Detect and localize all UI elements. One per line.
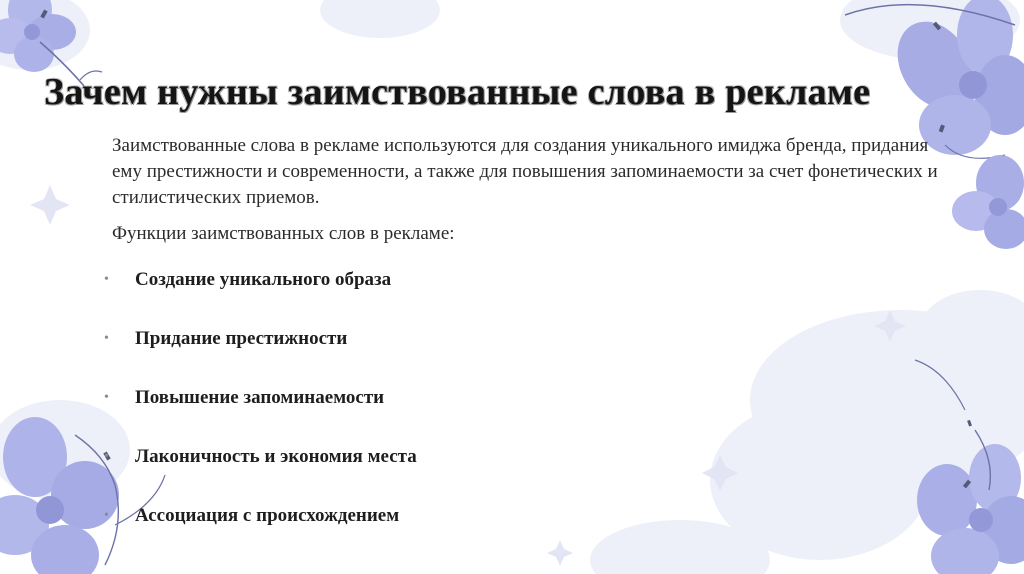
list-item-text: Лаконичность и экономия места bbox=[135, 446, 417, 467]
list-item-text: Ассоциация с происхождением bbox=[135, 505, 400, 526]
flower-right-middle bbox=[952, 155, 1024, 249]
list-item-text: Придание престижности bbox=[135, 328, 348, 349]
bullet-dot-icon: • bbox=[104, 390, 109, 405]
intro-paragraph: Заимствованные слова в рекламе используются для создания уникального имиджа бренда, придания ему престижности и современности, а также для повышения запоминаемости за счет фонетических и стилистических приемов. bbox=[112, 135, 938, 208]
bullet-dot-icon: • bbox=[104, 449, 109, 464]
slide-title: Зачем нужны заимствованные слова в рекламе bbox=[44, 71, 871, 113]
bullet-dot-icon: • bbox=[104, 272, 109, 287]
list-item bbox=[104, 325, 417, 384]
functions-heading: Функции заимствованных слов в рекламе: bbox=[112, 223, 455, 244]
list-item bbox=[104, 502, 417, 561]
list-item-text: Повышение запоминаемости bbox=[135, 387, 385, 408]
bullet-dot-icon: • bbox=[104, 331, 109, 346]
functions-list bbox=[104, 266, 417, 561]
list-item-text: Создание уникального образа bbox=[135, 269, 392, 290]
list-item bbox=[104, 443, 417, 502]
bullet-dot-icon: • bbox=[104, 508, 109, 523]
list-item bbox=[104, 384, 417, 443]
list-item bbox=[104, 266, 417, 325]
